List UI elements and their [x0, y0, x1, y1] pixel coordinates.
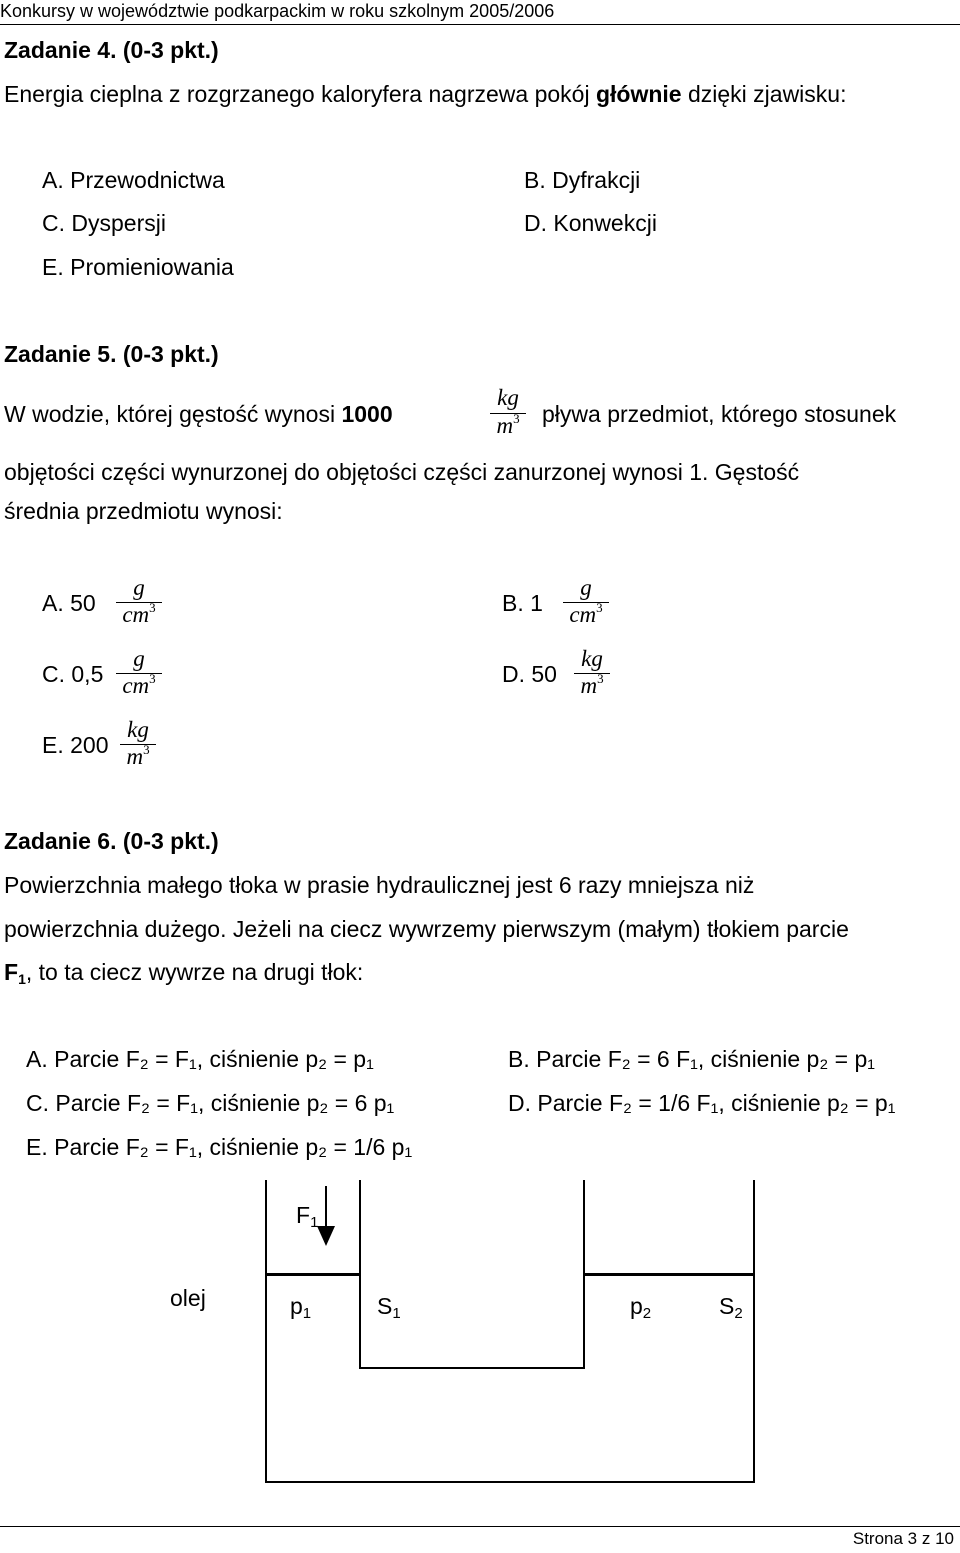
task6-force-subscript: 1: [18, 971, 26, 987]
task4-option-c: C. Dyspersji: [42, 210, 166, 236]
task6-option-e: E. Parcie F₂ = F₁, ciśnienie p₂ = 1/6 p₁: [26, 1134, 413, 1160]
task4-option-a: A. Przewodnictwa: [42, 167, 225, 193]
unit-numerator: kg: [497, 385, 519, 410]
task5-option-e-unit: kg $m^3$: [120, 718, 156, 778]
task5-option-c: C. 0,5: [42, 661, 104, 687]
vessel-outer-wall: [266, 1180, 754, 1482]
task5-option-e: E. 200: [42, 732, 109, 758]
area-s2-label: S2: [719, 1293, 743, 1322]
task6-title: Zadanie 6. (0-3 pkt.): [4, 828, 219, 854]
task6-line3: [4, 958, 363, 986]
pressure-p1-label: p1: [290, 1293, 312, 1322]
document-header: Konkursy w województwie podkarpackim w roku szkolnym 2005/2006: [0, 1, 555, 21]
force-arrow-head: [317, 1226, 335, 1246]
task6-option-c: C. Parcie F₂ = F₁, ciśnienie p₂ = 6 p₁: [26, 1090, 395, 1116]
task4-question: [4, 80, 846, 108]
task5-line1-text: W wodzie, której gęstość wynosi: [4, 401, 342, 427]
task6-line1: Powierzchnia małego tłoka w prasie hydraulicznej jest 6 razy mniejsza niż: [4, 872, 755, 898]
task5-title: Zadanie 5. (0-3 pkt.): [4, 341, 219, 367]
task4-title: Zadanie 4. (0-3 pkt.): [4, 37, 219, 63]
task4-option-e: E. Promieniowania: [42, 254, 234, 280]
hydraulic-press-diagram: [0, 1180, 960, 1490]
task4-option-d: D. Konwekcji: [524, 210, 657, 236]
vessel-inner-wall: [360, 1180, 584, 1368]
task5-line3: średnia przedmiotu wynosi:: [4, 498, 283, 524]
task6-option-d: D. Parcie F₂ = 1/6 F₁, ciśnienie p₂ = p₁: [508, 1090, 896, 1116]
task5-option-d-unit: kg $m^3$: [574, 647, 610, 707]
oil-label: olej: [170, 1285, 206, 1311]
task4-question-pre: Energia cieplna z rozgrzanego kaloryfera nagrzewa pokój: [4, 81, 596, 107]
header-rule: [0, 24, 960, 25]
page-number: Strona 3 z 10: [852, 1529, 954, 1548]
task4-option-b: B. Dyfrakcji: [524, 167, 641, 193]
task4-question-post: dzięki zjawisku:: [681, 81, 847, 107]
area-s1-label: S1: [377, 1293, 401, 1322]
task6-option-a: A. Parcie F₂ = F₁, ciśnienie p₂ = p₁: [26, 1046, 374, 1072]
task5-line2: objętości części wynurzonej do objętości części zanurzonej wynosi 1. Gęstość: [4, 459, 800, 485]
task5-density-value: 1000: [341, 401, 393, 427]
task5-option-d: D. 50: [502, 661, 557, 687]
task5-option-b-unit: g $cm^3$: [563, 576, 609, 636]
small-piston: [267, 1273, 359, 1276]
task5-line1-post: pływa przedmiot, którego stosunek: [542, 401, 897, 427]
large-piston: [585, 1273, 753, 1276]
pressure-p2-label: p2: [630, 1293, 652, 1322]
task6-option-b: B. Parcie F₂ = 6 F₁, ciśnienie p₂ = p₁: [508, 1046, 876, 1072]
task5-line1-pre: [4, 400, 393, 428]
task5-density-unit: [490, 386, 526, 448]
footer-rule: [0, 1526, 960, 1527]
force-label: F1: [296, 1202, 319, 1231]
task6-line2: powierzchnia dużego. Jeżeli na ciecz wywrzemy pierwszym (małym) tłokiem parcie: [4, 916, 849, 942]
task5-option-a: A. 50: [42, 590, 96, 616]
unit-denominator: $m^3$: [496, 411, 520, 438]
task6-force-symbol: F: [4, 959, 19, 985]
task6-line3-text: , to ta ciecz wywrze na drugi tłok:: [25, 959, 364, 985]
task4-question-emphasis: głównie: [595, 81, 682, 107]
task5-option-b: B. 1: [502, 590, 543, 616]
task5-option-c-unit: g $cm^3$: [116, 647, 162, 707]
task5-option-a-unit: g $cm^3$: [116, 576, 162, 636]
